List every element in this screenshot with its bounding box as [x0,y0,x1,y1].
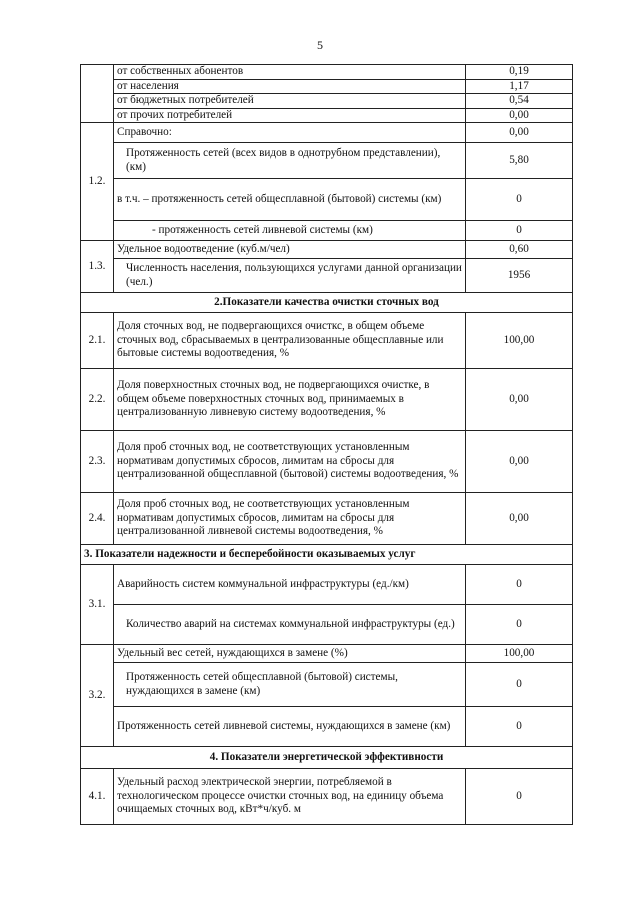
row-value: 0,00 [466,123,573,143]
row-value: 5,80 [466,143,573,179]
row-number: 3.2. [81,645,114,747]
table-row [81,565,573,605]
row-value: 0 [466,769,573,825]
row-text: Справочно: [114,123,466,143]
table-row [81,369,573,431]
row-value: 1,17 [466,79,573,94]
row-text: Удельное водоотведение (куб.м/чел) [114,241,466,259]
table-row [81,179,573,221]
row-text: Протяженность сетей общесплавной (бытовой) системы, нуждающихся в замене (км) [114,663,466,707]
table-row [81,65,573,80]
table-row [81,108,573,123]
table-row [81,645,573,663]
row-text: Доля поверхностных сточных вод, не подвергающихся очистке, в общем объеме поверхностных сточных вод, принимаемых в централизованную ливневую систему водоотведения, % [114,369,466,431]
row-value: 0 [466,179,573,221]
row-value: 0 [466,663,573,707]
row-text: от бюджетных потребителей [114,94,466,109]
row-text: Аварийность систем коммунальной инфраструктуры (ед./км) [114,565,466,605]
row-value: 0,19 [466,65,573,80]
row-text: Доля проб сточных вод, не соответствующих установленным нормативам допустимых сбросов, лимитам на сбросы для централизованной ливневой системы водоотведения, % [114,493,466,545]
row-text: Доля проб сточных вод, не соответствующих установленным нормативам допустимых сбросов, лимитам на сбросы для централизованной общесплавной (бытовой) системы водоотведения, % [114,431,466,493]
table-row [81,94,573,109]
row-value: 1956 [466,259,573,293]
row-value: 0 [466,565,573,605]
row-number: 2.1. [81,313,114,369]
row-number: 1.3. [81,241,114,293]
row-text: Удельный вес сетей, нуждающихся в замене (%) [114,645,466,663]
table-row [81,259,573,293]
table-row [81,79,573,94]
section-heading: 3. Показатели надежности и бесперебойности оказываемых услуг [81,545,573,565]
row-number: 3.1. [81,565,114,645]
row-text: в т.ч. – протяженность сетей общесплавной (бытовой) системы (км) [114,179,466,221]
row-text: Протяженность сетей (всех видов в однотрубном представлении), (км) [114,143,466,179]
section-heading: 4. Показатели энергетической эффективности [81,747,573,769]
row-value: 0 [466,605,573,645]
row-number: 4.1. [81,769,114,825]
indicators-table [80,64,573,825]
table-row [81,241,573,259]
table-row [81,221,573,241]
row-number: 1.2. [81,123,114,241]
row-number: 2.2. [81,369,114,431]
table-row [81,663,573,707]
row-value: 0 [466,707,573,747]
row-text: Протяженность сетей ливневой системы, нуждающихся в замене (км) [114,707,466,747]
row-value: 100,00 [466,645,573,663]
table-row [81,123,573,143]
row-number-cell [81,65,114,123]
row-text: Численность населения, пользующихся услугами данной организации (чел.) [114,259,466,293]
row-text: от собственных абонентов [114,65,466,80]
section-header-row [81,293,573,313]
row-value: 0,00 [466,369,573,431]
row-value: 100,00 [466,313,573,369]
row-number: 2.4. [81,493,114,545]
section-header-row [81,747,573,769]
table-row [81,493,573,545]
row-value: 0,54 [466,94,573,109]
row-value: 0 [466,221,573,241]
row-value: 0,00 [466,493,573,545]
section-header-row [81,545,573,565]
table-row [81,707,573,747]
row-text: - протяженность сетей ливневой системы (км) [114,221,466,241]
row-text: от прочих потребителей [114,108,466,123]
row-text: Количество аварий на системах коммунальной инфраструктуры (ед.) [114,605,466,645]
table-row [81,143,573,179]
row-text: Доля сточных вод, не подвергающихся очисткс, в общем объеме сточных вод, сбрасываемых в централизованные общесплавные или бытовые системы водоотведения, % [114,313,466,369]
row-text: от населения [114,79,466,94]
section-heading: 2.Показатели качества очистки сточных вод [81,293,573,313]
table-row [81,605,573,645]
table-row [81,769,573,825]
page-number: 5 [317,38,323,52]
row-text: Удельный расход электрической энергии, потребляемой в технологическом процессе очистки сточных вод, на единицу объема очищаемых сточных вод, кВт*ч/куб. м [114,769,466,825]
row-number: 2.3. [81,431,114,493]
row-value: 0,60 [466,241,573,259]
row-value: 0,00 [466,108,573,123]
table-row [81,313,573,369]
table-row [81,431,573,493]
row-value: 0,00 [466,431,573,493]
